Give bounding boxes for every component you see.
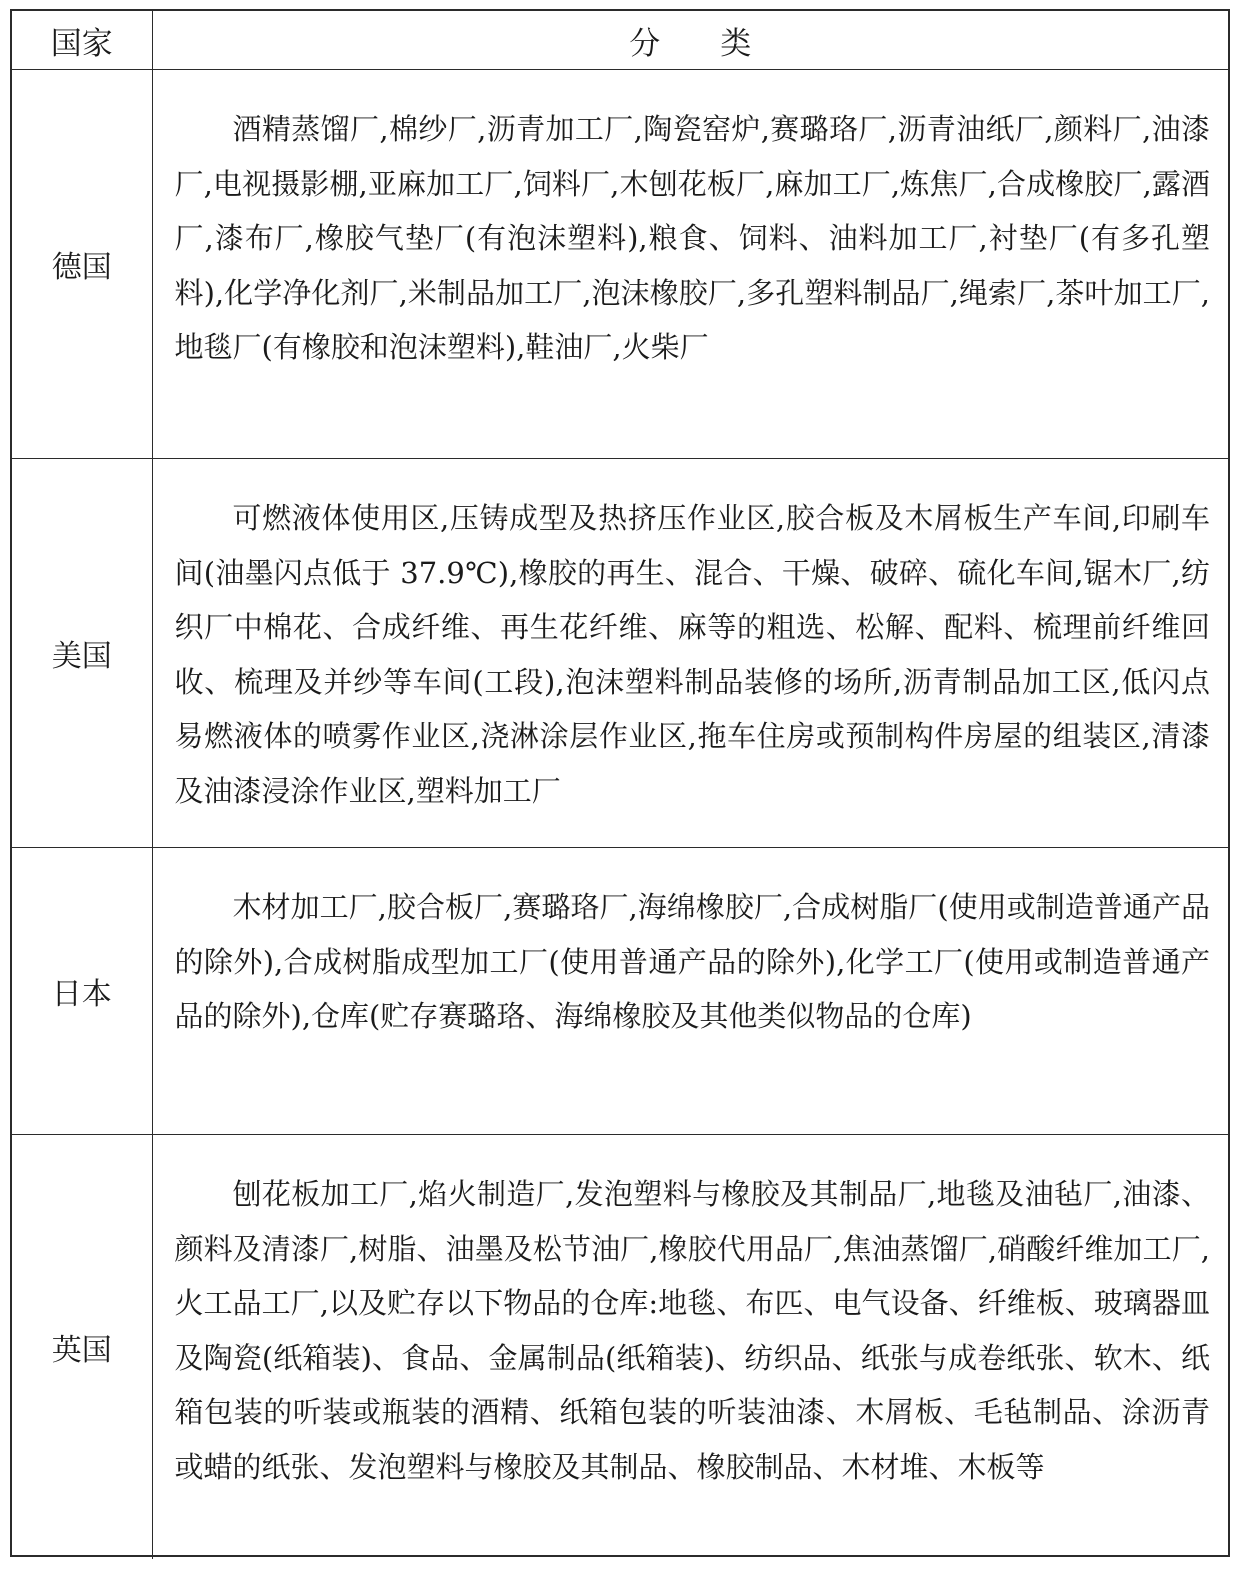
category-cell <box>152 70 1228 459</box>
country-cell: 日本 <box>12 848 152 1135</box>
country-cell: 英国 <box>12 1135 152 1559</box>
country-cell: 德国 <box>12 70 152 459</box>
table-row <box>12 70 1228 459</box>
table-row <box>12 1135 1228 1559</box>
category-cell <box>152 848 1228 1135</box>
country-cell: 美国 <box>12 459 152 848</box>
table-row <box>12 848 1228 1135</box>
table-header-row <box>12 11 1228 70</box>
header-category <box>152 11 1228 70</box>
category-cell <box>152 459 1228 848</box>
category-cell <box>152 1135 1228 1559</box>
category-text: 木材加工厂,胶合板厂,赛璐珞厂,海绵橡胶厂,合成树脂厂(使用或制造普通产品的除外),合成树脂成型加工厂(使用普通产品的除外),化学工厂(使用或制造普通产品的除外),仓库(贮存赛璐珞、海绵橡胶及其他类似物品的仓库) <box>174 890 1210 1033</box>
category-text: 酒精蒸馏厂,棉纱厂,沥青加工厂,陶瓷窑炉,赛璐珞厂,沥青油纸厂,颜料厂,油漆厂,电视摄影棚,亚麻加工厂,饲料厂,木刨花板厂,麻加工厂,炼焦厂,合成橡胶厂,露酒厂,漆布厂,橡胶气垫厂(有泡沫塑料),粮食、饲料、油料加工厂,衬垫厂(有多孔塑料),化学净化剂厂,米制品加工厂,泡沫橡胶厂,多孔塑料制品厂,绳索厂,茶叶加工厂,地毯厂(有橡胶和泡沫塑料),鞋油厂,火柴厂 <box>174 112 1210 364</box>
table-row <box>12 459 1228 848</box>
category-text: 可燃液体使用区,压铸成型及热挤压作业区,胶合板及木屑板生产车间,印刷车间(油墨闪点低于 37.9℃),橡胶的再生、混合、干燥、破碎、硫化车间,锯木厂,纺织厂中棉花、合成纤维、再生花纤维、麻等的粗选、松解、配料、梳理前纤维回收、梳理及并纱等车间(工段),泡沫塑料制品装修的场所,沥青制品加工区,低闪点易燃液体的喷雾作业区,浇淋涂层作业区,拖车住房或预制构件房屋的组装区,清漆及油漆浸涂作业区,塑料加工厂 <box>174 501 1210 808</box>
header-category-label: 分类 <box>629 25 812 62</box>
category-text: 刨花板加工厂,焰火制造厂,发泡塑料与橡胶及其制品厂,地毯及油毡厂,油漆、颜料及清漆厂,树脂、油墨及松节油厂,橡胶代用品厂,焦油蒸馏厂,硝酸纤维加工厂,火工品工厂,以及贮存以下物品的仓库:地毯、布匹、电气设备、纤维板、玻璃器皿及陶瓷(纸箱装)、食品、金属制品(纸箱装)、纺织品、纸张与成卷纸张、软木、纸箱包装的听装或瓶装的酒精、纸箱包装的听装油漆、木屑板、毛毡制品、涂沥青或蜡的纸张、发泡塑料与橡胶及其制品、橡胶制品、木材堆、木板等 <box>174 1177 1210 1484</box>
table-grid <box>12 11 1228 1559</box>
header-country: 国家 <box>12 11 152 70</box>
classification-table <box>10 9 1230 1557</box>
